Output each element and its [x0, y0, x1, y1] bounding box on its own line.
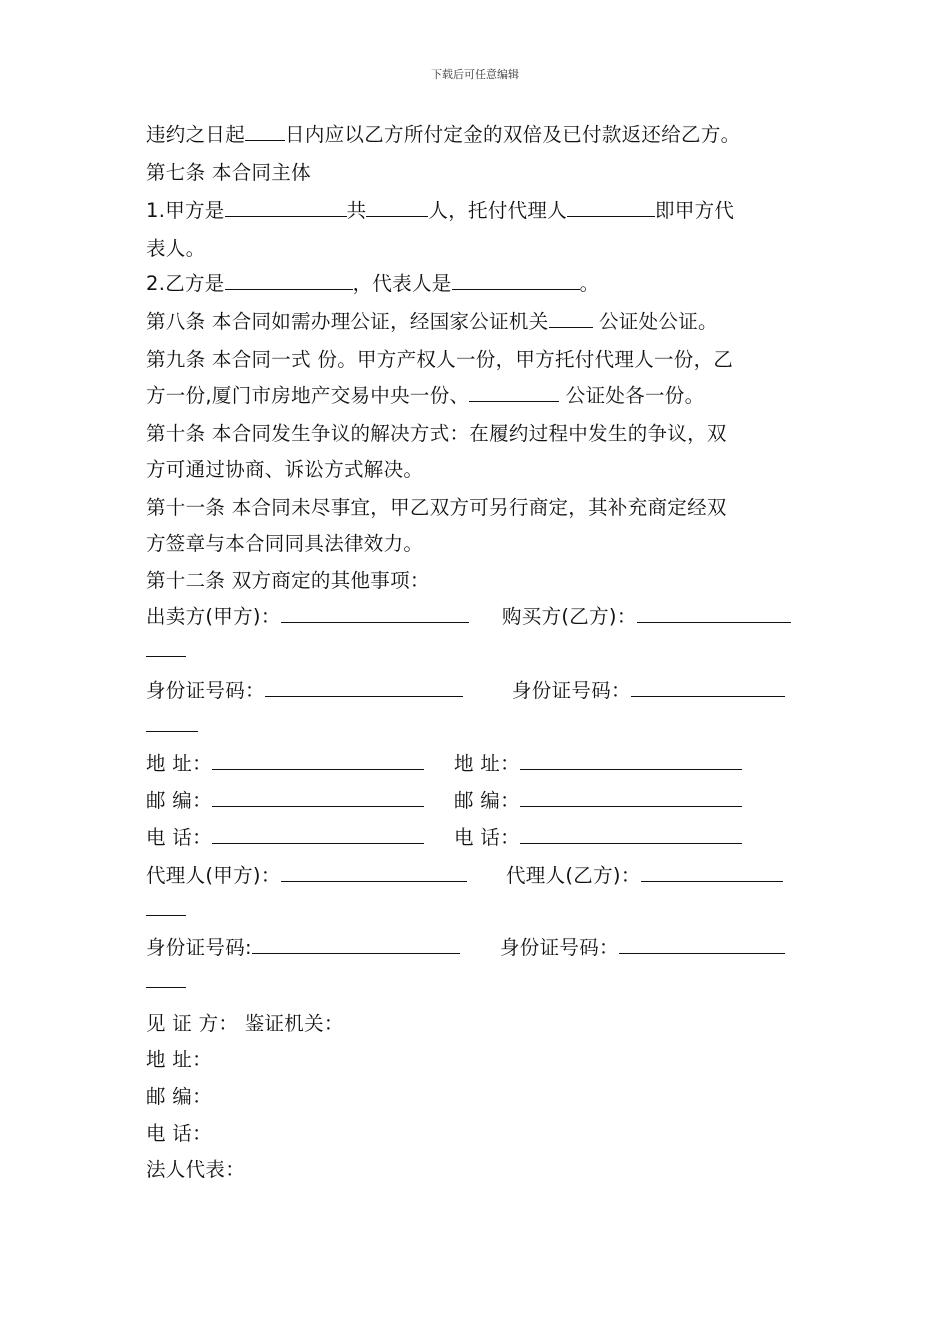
id-label: 身份证号码： — [512, 679, 631, 702]
blank-line — [281, 602, 469, 623]
buyer-row — [502, 602, 791, 632]
blank-line — [245, 120, 285, 141]
clause-line: 第十一条 本合同未尽事宜，甲乙双方可另行商定，其补充商定经双 — [146, 496, 727, 519]
clause-line: 第十条 本合同发生争议的解决方式：在履约过程中发生的争议，双 — [146, 422, 727, 445]
blank-line — [146, 636, 186, 657]
buyer-phone-row — [454, 823, 742, 853]
blank-line — [252, 933, 460, 954]
page-header: 下载后可任意编辑 — [431, 68, 519, 81]
zip-label: 邮 编： — [146, 789, 212, 812]
buyer-address-row — [454, 749, 742, 779]
blank-line — [520, 786, 742, 807]
buyer-zip-row — [454, 786, 742, 816]
blank-line — [631, 676, 785, 697]
text: 共 — [346, 199, 367, 222]
text: 1.甲方是 — [146, 199, 225, 222]
seller-zip-row — [146, 786, 424, 816]
blank-line — [212, 823, 424, 844]
text: 第八条 本合同如需办理公证，经国家公证机关 — [146, 310, 549, 333]
text: 日内应以乙方所付定金的双倍及已付款返还给乙方。 — [285, 123, 741, 146]
id-label: 身份证号码： — [500, 936, 619, 959]
id-label: 身份证号码: — [146, 936, 252, 959]
seller-label: 出卖方(甲方)： — [146, 605, 281, 628]
witness-legal-rep: 法人代表： — [146, 1158, 246, 1181]
blank-line — [619, 933, 785, 954]
witness-row: 见 证 方： 鉴证机关： — [146, 1012, 344, 1035]
address-label: 地 址： — [454, 752, 520, 775]
text: 人，托付代理人 — [428, 199, 568, 222]
blank-line — [265, 676, 463, 697]
blank-line — [549, 307, 593, 328]
buyer-agent-id-row — [500, 933, 785, 963]
phone-label: 电 话： — [146, 826, 212, 849]
id-label: 身份证号码： — [146, 679, 265, 702]
zip-label: 邮 编： — [454, 789, 520, 812]
clause-line: 方可通过协商、诉讼方式解决。 — [146, 458, 424, 481]
clause-line — [146, 269, 599, 299]
blank-line — [641, 861, 783, 882]
buyer-label: 购买方(乙方)： — [502, 605, 637, 628]
agent-label: 代理人(乙方)： — [506, 864, 641, 887]
blank-line — [469, 381, 559, 402]
text: 方一份,厦门市房地产交易中央一份、 — [146, 384, 470, 407]
agent-label: 代理人(甲方)： — [146, 864, 281, 887]
text: 公证处各一份。 — [559, 384, 705, 407]
blank-continuation — [146, 636, 186, 666]
blank-line — [146, 711, 198, 732]
seller-agent-row — [146, 861, 467, 891]
seller-phone-row — [146, 823, 424, 853]
blank-line — [225, 269, 353, 290]
buyer-id-row — [512, 676, 785, 706]
witness-address: 地 址： — [146, 1048, 212, 1071]
blank-line — [366, 196, 428, 217]
text: ，代表人是 — [352, 272, 452, 295]
clause-line — [146, 120, 740, 150]
witness-zip: 邮 编： — [146, 1085, 212, 1108]
text: 即甲方代 — [655, 199, 735, 222]
witness-phone: 电 话： — [146, 1122, 212, 1145]
blank-line — [212, 749, 424, 770]
blank-line — [281, 861, 467, 882]
blank-line — [225, 196, 347, 217]
clause-line — [146, 307, 718, 337]
blank-line — [146, 967, 186, 988]
blank-continuation — [146, 895, 186, 925]
seller-id-row — [146, 676, 463, 706]
blank-line — [212, 786, 424, 807]
seller-row — [146, 602, 469, 632]
clause-heading: 第十二条 双方商定的其他事项： — [146, 569, 430, 592]
buyer-agent-row — [506, 861, 783, 891]
phone-label: 电 话： — [454, 826, 520, 849]
text: 违约之日起 — [146, 123, 246, 146]
blank-line — [520, 749, 742, 770]
blank-line — [567, 196, 655, 217]
clause-line: 方签章与本合同同具法律效力。 — [146, 532, 424, 555]
address-label: 地 址： — [146, 752, 212, 775]
blank-line — [637, 602, 791, 623]
blank-line — [146, 895, 186, 916]
blank-line — [520, 823, 742, 844]
clause-line — [146, 196, 734, 226]
blank-continuation — [146, 711, 198, 741]
clause-heading: 第七条 本合同主体 — [146, 161, 311, 184]
blank-continuation — [146, 967, 186, 997]
clause-line: 表人。 — [146, 237, 206, 260]
clause-line: 第九条 本合同一式 份。甲方产权人一份，甲方托付代理人一份，乙 — [146, 348, 734, 371]
seller-address-row — [146, 749, 424, 779]
text: 。 — [579, 272, 600, 295]
blank-line — [452, 269, 580, 290]
text: 公证处公证。 — [592, 310, 718, 333]
clause-line — [146, 381, 704, 411]
seller-agent-id-row — [146, 933, 460, 963]
text: 2.乙方是 — [146, 272, 225, 295]
